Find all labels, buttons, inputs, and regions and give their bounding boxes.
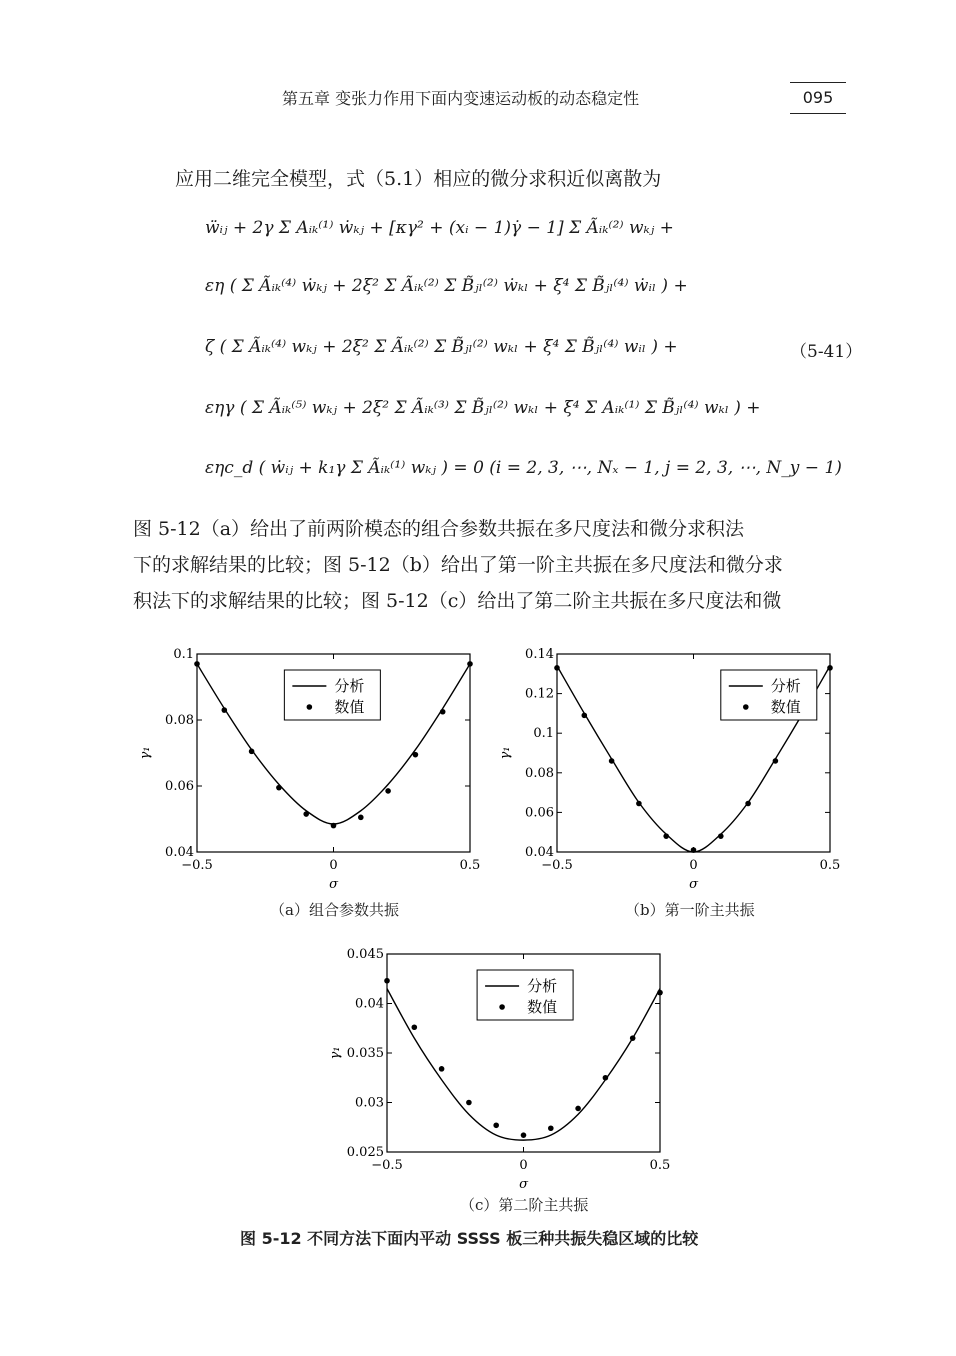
legend <box>284 670 380 720</box>
x-tick-label: 0 <box>689 858 698 873</box>
y-tick-label: 0.06 <box>165 779 194 794</box>
legend-label-analytic: 分析 <box>527 977 558 995</box>
data-point-numeric <box>413 752 419 758</box>
y-tick-label: 0.045 <box>346 947 384 962</box>
data-point-numeric <box>773 758 779 764</box>
data-point-numeric <box>554 665 560 671</box>
data-point-numeric <box>222 707 228 713</box>
y-tick-label: 0.04 <box>355 996 384 1012</box>
data-point-numeric <box>276 785 282 791</box>
legend <box>721 670 817 720</box>
x-tick-label: 0.5 <box>819 858 841 873</box>
y-tick-label: 0.08 <box>165 713 194 728</box>
data-point-numeric <box>582 713 588 719</box>
data-point-numeric <box>718 833 724 839</box>
x-axis-label: σ <box>689 877 698 892</box>
legend-box <box>284 670 380 720</box>
equation-line: εηγ ( Σ Ãᵢₖ⁽⁵⁾ wₖⱼ + 2ξ² Σ Ãᵢₖ⁽³⁾ Σ B̃ⱼₗ⁽²⁾ wₖₗ + ξ⁴ Σ Aᵢₖ⁽¹⁾ Σ B̃ⱼₗ⁽⁴⁾ wₖₗ ) + <box>205 398 761 418</box>
equation-line: ẅᵢⱼ + 2γ Σ Aᵢₖ⁽¹⁾ ẇₖⱼ + [κγ² + (xᵢ − 1)γ̇ − 1] Σ Ãᵢₖ⁽²⁾ wₖⱼ + <box>205 218 674 238</box>
y-tick-label: 0.035 <box>346 1046 384 1061</box>
chart-svg <box>490 640 850 900</box>
data-point-numeric <box>412 1024 418 1030</box>
chart-c <box>320 940 680 1200</box>
data-point-numeric <box>548 1125 554 1131</box>
x-tick-label: 0 <box>329 858 338 873</box>
data-point-numeric <box>467 661 473 667</box>
data-point-numeric <box>663 833 669 839</box>
legend-box <box>477 970 573 1020</box>
y-tick-label: 0.1 <box>173 647 194 662</box>
data-point-numeric <box>440 709 446 715</box>
data-point-numeric <box>827 665 833 671</box>
running-header-title: 第五章 变张力作用下面内变速运动板的动态稳定性 <box>282 89 640 108</box>
data-point-numeric <box>385 788 391 794</box>
y-tick-label: 0.14 <box>525 647 554 662</box>
legend-label-numeric: 数值 <box>770 698 801 716</box>
data-point-numeric <box>439 1066 445 1072</box>
y-axis-label: γ₁ <box>138 746 153 760</box>
equation-line: εη ( Σ Ãᵢₖ⁽⁴⁾ ẇₖⱼ + 2ξ² Σ Ãᵢₖ⁽²⁾ Σ B̃ⱼₗ⁽²⁾ ẇₖₗ + ξ⁴ Σ B̃ⱼₗ⁽⁴⁾ ẇᵢₗ ) + <box>205 276 688 296</box>
legend <box>477 970 573 1020</box>
equation-line: ζ ( Σ Ãᵢₖ⁽⁴⁾ wₖⱼ + 2ξ² Σ Ãᵢₖ⁽²⁾ Σ B̃ⱼₗ⁽²⁾ wₖₗ + ξ⁴ Σ B̃ⱼₗ⁽⁴⁾ wᵢₗ ) + <box>205 337 678 357</box>
paragraph-line: 下的求解结果的比较；图 5-12（b）给出了第一阶主共振在多尺度法和微分求 <box>133 554 783 576</box>
y-axis-label: γ₁ <box>328 1046 343 1060</box>
data-point-numeric <box>745 801 751 807</box>
y-axis-label: γ₁ <box>498 746 513 760</box>
chart-svg <box>130 640 490 900</box>
x-axis-label: σ <box>519 1177 528 1192</box>
data-point-numeric <box>358 815 364 821</box>
data-point-numeric <box>575 1106 581 1112</box>
subcaption-c: （c）第二阶主共振 <box>460 1196 589 1214</box>
y-tick-label: 0.06 <box>525 805 554 821</box>
equation-number: （5-41） <box>790 342 863 362</box>
subcaption-a: （a）组合参数共振 <box>270 901 399 919</box>
data-point-numeric <box>331 823 337 829</box>
data-point-numeric <box>636 801 642 807</box>
data-point-numeric <box>603 1075 609 1081</box>
x-tick-label: −0.5 <box>371 1158 403 1173</box>
x-tick-label: 0.5 <box>459 858 481 873</box>
y-tick-label: 0.04 <box>525 845 554 860</box>
x-tick-label: −0.5 <box>181 858 213 873</box>
y-tick-label: 0.04 <box>165 845 194 860</box>
data-point-numeric <box>630 1035 636 1041</box>
equation-line: εηc_d ( ẇᵢⱼ + k₁γ Σ Ãᵢₖ⁽¹⁾ wₖⱼ ) = 0 (i = 2, 3, ⋯, Nₓ − 1, j = 2, 3, ⋯, N_y − 1) <box>205 458 842 478</box>
chart-b <box>490 640 850 900</box>
y-tick-label: 0.1 <box>533 726 554 742</box>
y-tick-label: 0.12 <box>525 686 554 702</box>
legend-box <box>721 670 817 720</box>
paragraph-line: 图 5-12（a）给出了前两阶模态的组合参数共振在多尺度法和微分求积法 <box>133 518 745 540</box>
y-tick-label: 0.08 <box>525 765 554 781</box>
x-axis-label: σ <box>329 877 338 892</box>
data-point-numeric <box>249 749 255 755</box>
y-tick-label: 0.03 <box>355 1095 384 1111</box>
data-point-numeric <box>466 1100 472 1106</box>
data-point-numeric <box>657 990 663 996</box>
legend-dot-sample <box>743 704 749 710</box>
data-point-numeric <box>194 661 200 667</box>
data-point-numeric <box>691 847 697 853</box>
data-point-numeric <box>521 1132 527 1138</box>
legend-label-numeric: 数值 <box>527 998 558 1016</box>
chart-svg <box>320 940 680 1200</box>
x-tick-label: −0.5 <box>541 858 573 873</box>
subcaption-b: （b）第一阶主共振 <box>625 901 755 919</box>
x-tick-label: 0 <box>519 1158 528 1173</box>
data-point-numeric <box>303 811 309 817</box>
data-point-numeric <box>609 758 615 764</box>
paragraph-line: 积法下的求解结果的比较；图 5-12（c）给出了第二阶主共振在多尺度法和微 <box>133 590 782 612</box>
legend-label-analytic: 分析 <box>770 677 801 695</box>
legend-label-analytic: 分析 <box>334 677 365 695</box>
x-tick-label: 0.5 <box>649 1158 671 1173</box>
legend-dot-sample <box>307 704 313 710</box>
data-point-numeric <box>493 1122 499 1128</box>
legend-dot-sample <box>499 1004 505 1010</box>
intro-sentence: 应用二维完全模型，式（5.1）相应的微分求积近似离散为 <box>175 168 662 190</box>
page-number: 095 <box>790 82 846 114</box>
chart-a <box>130 640 490 900</box>
data-point-numeric <box>384 978 390 984</box>
legend-label-numeric: 数值 <box>334 698 365 716</box>
figure-caption: 图 5-12 不同方法下面内平动 SSSS 板三种共振失稳区域的比较 <box>240 1229 699 1248</box>
y-tick-label: 0.025 <box>346 1145 384 1160</box>
equation-5-41 <box>205 200 865 500</box>
